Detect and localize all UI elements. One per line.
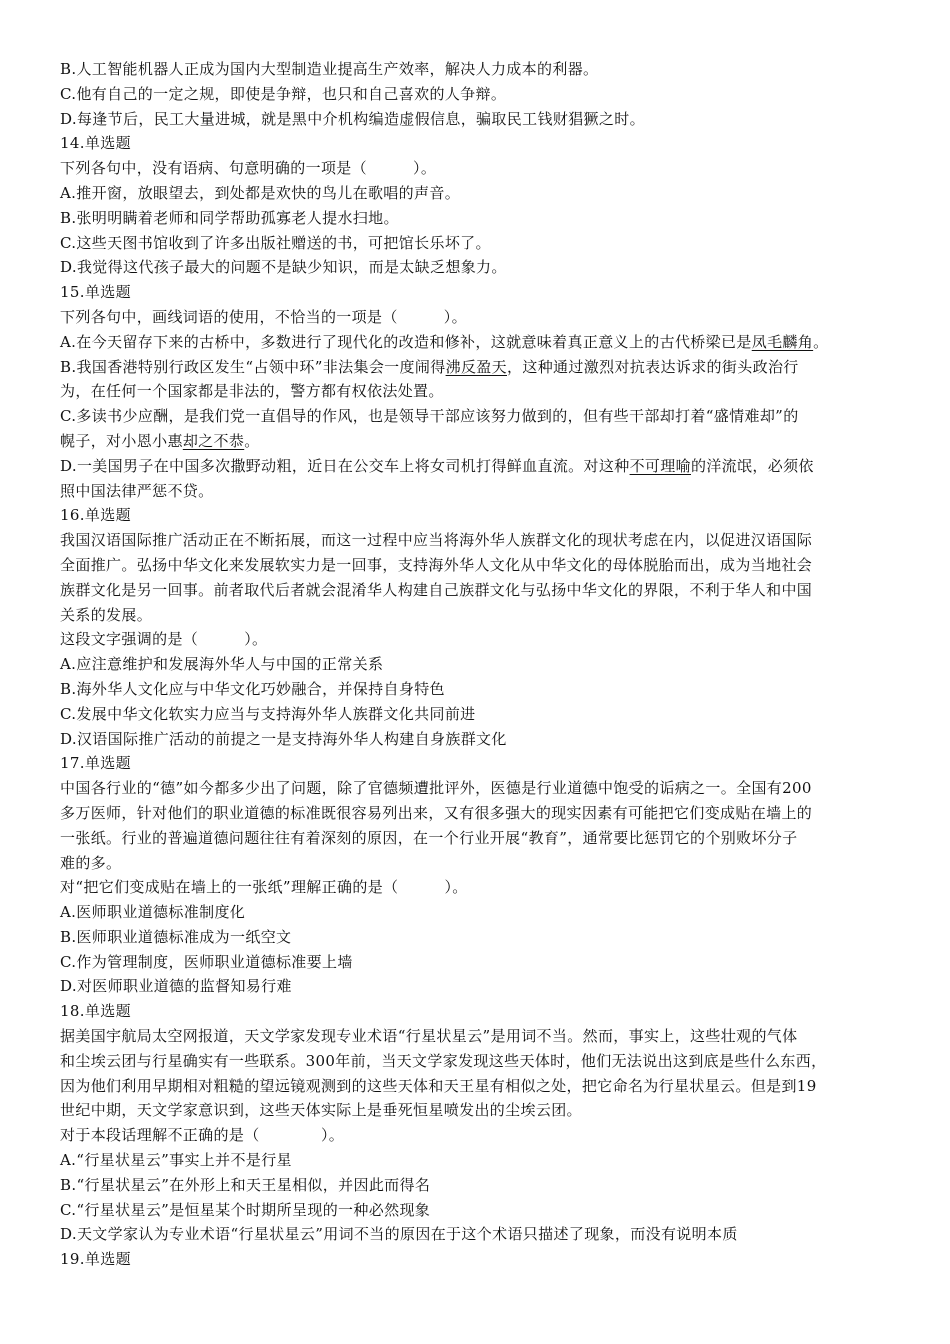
q18-option-a: A.“行星状星云”事实上并不是行星 [60, 1151, 292, 1170]
q14-option-d: D.我觉得这代孩子最大的问题不是缺少知识，而是太缺乏想象力。 [60, 258, 507, 277]
q18-header: 18.单选题 [60, 1002, 131, 1021]
question-17 [60, 751, 892, 999]
q18-passage-line: 因为他们利用早期相对粗糙的望远镜观测到的这些天体和天王星有相似之处，把它命名为行星状星云。但是到19 [60, 1076, 817, 1095]
q18-option-b: B.“行星状星云”在外形上和天王星相似，并因此而得名 [60, 1175, 431, 1194]
q18-option-d: D.天文学家认为专业术语“行星状星云”用词不当的原因在于这个术语只描述了现象，而没有说明本质 [60, 1225, 738, 1244]
q15-option-b [60, 355, 892, 380]
q17-passage-line: 中国各行业的“德”如今都多少出了问题，除了官德频遭批评外，医德是行业道德中饱受的诟病之一。全国有200 [60, 779, 812, 798]
q16-option-b: B.海外华人文化应与中华文化巧妙融合，并保持自身特色 [60, 679, 445, 698]
q18-passage-line: 和尘埃云团与行星确实有一些联系。300年前，当天文学家发现这些天体时，他们无法说出这到底是些什么东西， [60, 1051, 827, 1070]
q15-stem: 下列各句中，画线词语的使用，不恰当的一项是（ ）。 [60, 307, 467, 326]
q16-stem: 这段文字强调的是（ ）。 [60, 630, 268, 649]
q14-stem: 下列各句中，没有语病、句意明确的一项是（ ）。 [60, 159, 437, 178]
q16-passage-line: 我国汉语国际推广活动正在不断拓展，而这一过程中应当将海外华人族群文化的现状考虑在内，以促进汉语国际 [60, 531, 813, 550]
question-18 [60, 999, 892, 1247]
q15-option-d-cont: 照中国法律严惩不贷。 [60, 481, 214, 500]
q16-passage-line: 全面推广。弘扬中华文化来发展软实力是一回事，支持海外华人文化从中华文化的母体脱胎而出，成为当地社会 [60, 555, 813, 574]
q16-passage-line: 族群文化是另一回事。前者取代后者就会混淆华人构建自己族群文化与弘扬中华文化的界限，不利于华人和中国 [60, 580, 813, 599]
q17-option-c: C.作为管理制度，医师职业道德标准要上墙 [60, 952, 353, 971]
q15-a-text-end: 。 [813, 332, 829, 351]
q15-option-c-cont [60, 429, 892, 454]
q18-option-c: C.“行星状星云”是恒星某个时期所呈现的一种必然现象 [60, 1200, 431, 1219]
q13-option-c: C.他有自己的一定之规，即使是争辩，也只和自己喜欢的人争辩。 [60, 84, 507, 103]
q14-option-b: B.张明明瞒着老师和同学帮助孤寡老人提水扫地。 [60, 208, 399, 227]
q15-option-b-cont: 为，在任何一个国家都是非法的，警方都有权依法处置。 [60, 382, 444, 401]
q13-option-b: B.人工智能机器人正成为国内大型制造业提高生产效率，解决人力成本的利器。 [60, 60, 599, 78]
q14-option-a: A.推开窗，放眼望去，到处都是欢快的鸟儿在歌唱的声音。 [60, 183, 461, 202]
q19-header: 19.单选题 [60, 1250, 131, 1269]
q15-option-c: C.多读书少应酬，是我们党一直倡导的作风，也是领导干部应该努力做到的，但有些干部却打着“盛情难却”的 [60, 407, 799, 426]
q16-option-a: A.应注意维护和发展海外华人与中国的正常关系 [60, 655, 384, 674]
q17-stem: 对“把它们变成贴在墙上的一张纸”理解正确的是（ ）。 [60, 878, 468, 897]
q17-header: 17.单选题 [60, 754, 131, 773]
q15-a-underlined-term: 凤毛麟角 [751, 332, 814, 351]
question-16 [60, 503, 892, 751]
q15-c-text: 幌子，对小恩小惠 [60, 431, 183, 450]
q16-passage-line: 关系的发展。 [60, 605, 153, 624]
q14-option-c: C.这些天图书馆收到了许多出版社赠送的书，可把馆长乐坏了。 [60, 233, 491, 252]
q15-option-d [60, 454, 892, 479]
q17-option-a: A.医师职业道德标准制度化 [60, 903, 246, 922]
q15-b-text-end: ，这种通过激烈对抗表达诉求的街头政治行 [507, 357, 799, 376]
question-19 [60, 1247, 892, 1272]
q17-passage-line: 多万医师，针对他们的职业道德的标准既很容易列出来，又有很多强大的现实因素有可能把它们变成贴在墙上的 [60, 803, 813, 822]
q18-passage-line: 世纪中期，天文学家意识到，这些天体实际上是垂死恒星喷发出的尘埃云团。 [60, 1101, 582, 1120]
question-14 [60, 131, 892, 280]
q17-option-b: B.医师职业道德标准成为一纸空文 [60, 927, 292, 946]
q17-passage-line: 难的多。 [60, 853, 122, 872]
q16-header: 16.单选题 [60, 506, 131, 525]
q18-passage-line: 据美国宇航局太空网报道，天文学家发现专业术语“行星状星云”是用词不当。然而，事实上，这些壮观的气体 [60, 1027, 798, 1046]
q15-d-text-end: 的洋流氓，必须依 [690, 456, 814, 475]
q15-a-text: A.在今天留存下来的古桥中，多数进行了现代化的改造和修补，这就意味着真正意义上的古代桥梁已是 [60, 332, 752, 351]
q17-option-d: D.对医师职业道德的监督知易行难 [60, 977, 292, 996]
q18-stem: 对于本段话理解不正确的是（ ）。 [60, 1126, 345, 1145]
question-15 [60, 280, 892, 503]
q16-option-c: C.发展中华文化软实力应当与支持海外华人族群文化共同前进 [60, 704, 476, 723]
q15-d-underlined-term: 不可理喻 [629, 456, 691, 475]
q14-header: 14.单选题 [60, 134, 131, 153]
question-13-tail [60, 57, 892, 131]
q13-option-d: D.每逢节后，民工大量进城，就是黑中介机构编造虚假信息，骗取民工钱财猖獗之时。 [60, 109, 645, 128]
q17-passage-line: 一张纸。行业的普遍道德问题往往有着深刻的原因，在一个行业开展“教育”，通常要比惩罚它的个别败坏分子 [60, 828, 798, 847]
q15-d-text: D.一美国男子在中国多次撒野动粗，近日在公交车上将女司机打得鲜血直流。对这种 [60, 456, 630, 475]
q15-option-a [60, 330, 892, 355]
q15-c-text-end: 。 [244, 431, 260, 450]
q16-option-d: D.汉语国际推广活动的前提之一是支持海外华人构建自身族群文化 [60, 729, 507, 748]
q15-c-underlined-term: 却之不恭 [182, 431, 245, 450]
q15-b-underlined-term: 沸反盈天 [445, 357, 507, 376]
q15-header: 15.单选题 [60, 283, 131, 302]
q15-b-text: B.我国香港特别行政区发生“占领中环”非法集会一度闹得 [60, 357, 446, 376]
